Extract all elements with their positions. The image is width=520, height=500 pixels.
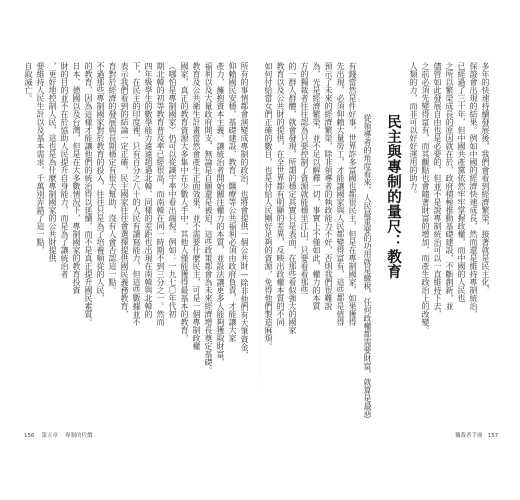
text-column: 要維持人民生計以及基本需求，千萬別弄錯了這一點， [36,62,45,254]
text-column: 育對於經濟的發展與長期穩定有很大幫助，沒有人會否認這一點。 [108,62,117,294]
text-column: 人類的力，而非可以好好運用的助力。 [409,62,418,198]
folio-section: 獨裁者手冊 [455,433,483,439]
text-column: 下，在民主的印度裡，只有百分之八十的人民有讀寫能力，但這些數據並不 [132,62,141,326]
page-number: 157 [487,433,499,439]
text-column: 教育及公共衛生計畫當然會產生正面效果，並不需要什麼民主，可是一個專制政權 [192,62,201,350]
text-column: 自取滅亡。 [24,62,33,102]
text-column: 先出現，必須仰賴大量勞工，才能讓國家與人民都變得富有，這些都是值得 [336,62,345,326]
text-column: 的教育，因為這樣才能讓他們的統治得以延續，而不是真正提升國民素質。 [84,62,93,326]
text-column: 如何付給當女們正確的數目，也是付給人民剛好足夠的資源，免得他們製造麻煩。 [264,62,273,350]
right-folio [455,431,498,439]
text-column: 保證會出現的結果。例如中國的經濟快速成長，然而還是維持專制統治， [469,62,478,318]
right-page [262,62,512,442]
book-gutter [259,55,260,445]
folio-section: 第五章 [41,433,59,439]
text-column: 之所以繁榮成長的原因就在於，政府積極推動基礎建設，不斷創新，並 [445,62,454,310]
text-column: 財的目的並不在於協助人民提升自身能力，而是為了讓統治者 [60,62,69,278]
text-column: 有錢當然是件好事，世界許多富國也都很民主，但是在專制國家，如果獲得 [348,62,357,326]
text-column: 教育以及公共財的提供，在全世界都有明顯的差異，反映出政權本質的不同 [276,62,285,326]
text-column: 為，光是經濟繁榮，並不足以解釋一切，事實上不僅如此，權力的本質 [312,62,321,310]
text-column: 已經過了三十年，但中國共產黨依然牢牢掌握政權，而中國的人民也 [457,62,466,302]
text-column: 儘管如此發展自由也是必要的，但並不是說專制統治可以一直維持下去， [433,62,442,318]
section-lead: 從領導者的角度看來，人民最重要的功用就是繳稅，任何政權都需要財富，就算是最惡 [363,114,372,418]
page-number: 156 [24,433,35,439]
text-column: 多年的快速持續發展後，我們會看到經濟繁榮，接著就是民主化， [481,62,490,294]
text-column: 所有的事情都會演變成專制的政治，也將會提供一個公共財—除非他們有大筆資金， [240,62,249,359]
text-column: 的一群人群體，就會發現，所謂的穩定其實只是表面，在那些看似強大的國家 [288,62,297,334]
text-column: 不過那些專制國家對於教育的投入，往往只是為了培養順從的人民， [96,62,105,302]
text-column: 期北韓的初等教育普及率已經很高，而南韓在同一時期不到三分之一。然而 [156,62,165,326]
text-column: 國家，真正的教育資源大多集中在少數人手中，其他人僅能獲得最基本的教育， [180,62,189,342]
text-column: 四年級學生的數學能力遠遠超過北韓，同樣的差距也出現在南韓與北韓的 [144,62,153,318]
text-column: ，更好地控制人民，這也是為什麼專制國家的公共財提供 [48,62,57,262]
section-heading: 民主與專制的量尺：教育 [385,114,401,279]
text-column: 之前必須先變得富有，而其觀點也會隨著財富的增加，而產生政治上的改變。 [421,62,430,334]
text-column: 表示我們看到的結論一定正確，民主國家往往會選擇提供國民義務教育， [120,62,129,318]
text-column: 預示了未來的經濟繁榮，除非領導者的執政能力不好，否則我們很難說 [324,62,333,310]
text-column: 日本、德國以及台灣，但是在大多數情況下，專制國家的教育投資 [72,62,81,294]
left-folio [24,431,93,439]
text-column: 方的獨裁者往往認為只要控制了資源就能穩坐江山，只要看看那些 [300,62,309,294]
text-column: 產力，擁抱資本主義。讓統治者開始關注權力的本質，並設法讓更多人能夠獲取財富， [216,62,225,366]
folio-chapter: 專制的代價 [65,433,93,439]
text-column: 福利以及大量政府開支，無論是自願還是被迫，這些政策都會為未來經濟增長奠定基礎。 [204,62,213,374]
text-column: 仰賴國民安穩，基礎建設、教育、醫療等公共福利必須由政府負責，才能讓大家 [228,62,237,342]
text-column: （哪怕是專制國家）仍可以從識字率中看出端倪。例如：一九七〇年代初 [168,62,177,318]
